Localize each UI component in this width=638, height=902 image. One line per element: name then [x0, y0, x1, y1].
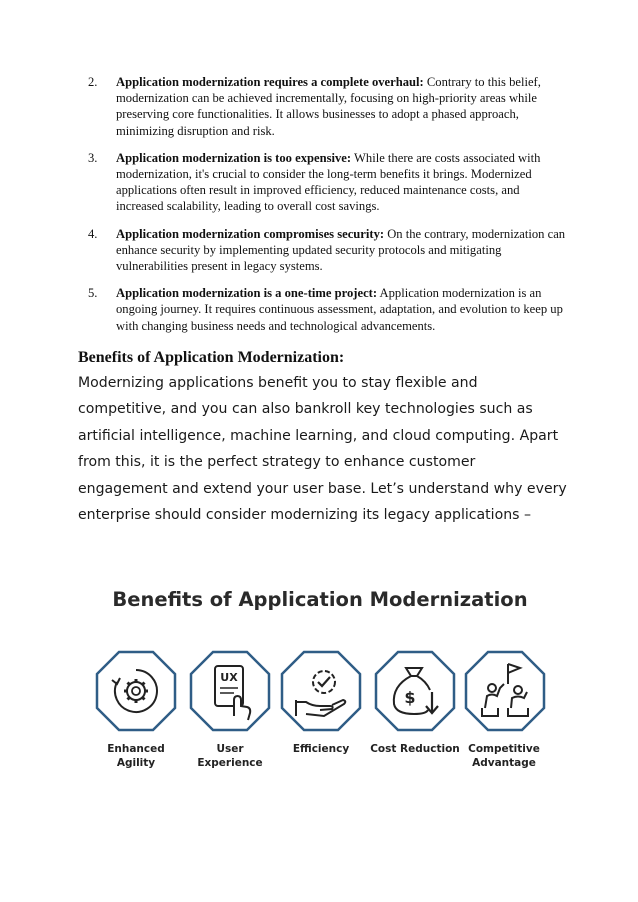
benefit-label: Competitive Advantage	[468, 743, 540, 769]
item-number: 3.	[88, 150, 98, 165]
ux-touch-icon	[189, 650, 271, 732]
item-body: Application modernization is an ongoing journey. It requires continuous assessment, adaptation, and evolution to keep up with changing business needs and technological advancements.	[116, 286, 563, 333]
octagon-badge	[280, 650, 362, 732]
benefit-label: Cost Reduction	[370, 743, 460, 755]
octagon-badge	[95, 650, 177, 732]
svg-text:$: $	[404, 688, 416, 707]
benefit-label: User Experience	[197, 743, 263, 769]
benefit-label: Enhanced Agility	[107, 743, 165, 769]
item-number: 4.	[88, 226, 98, 241]
octagon-badge	[374, 650, 456, 732]
list-item	[88, 150, 568, 215]
item-number: 2.	[88, 75, 98, 89]
item-text	[116, 285, 568, 334]
item-title: Application modernization is too expensive:	[116, 150, 352, 165]
misconceptions-list	[88, 74, 568, 345]
hand-gear-check-icon	[280, 650, 362, 732]
benefit-label: Efficiency	[292, 743, 350, 755]
item-text	[116, 74, 568, 139]
item-body: Contrary to this belief, modernization can be achieved incrementally, focusing on high-priority areas while preserving core functionalities. It allows businesses to adopt a phased approach, minimizing disruption and risk.	[116, 75, 541, 138]
item-text	[116, 226, 568, 275]
team-flag-icon	[464, 650, 546, 732]
infographic-title: Benefits of Application Modernization	[112, 588, 528, 611]
item-title: Application modernization is a one-time project:	[116, 286, 378, 301]
item-text	[116, 150, 568, 215]
item-title: Application modernization requires a complete overhaul:	[116, 75, 424, 89]
item-body: On the contrary, modernization can enhance security by implementing updated security protocols and mitigating vulnerabilities present in legacy systems.	[116, 226, 566, 274]
svg-text:UX: UX	[220, 671, 238, 684]
benefits-infographic	[90, 588, 550, 788]
octagon-row	[90, 650, 550, 732]
money-bag-down-icon	[374, 650, 456, 732]
octagon-badge	[464, 650, 546, 732]
item-body: While there are costs associated with modernization, it's crucial to consider the long-term benefits it brings. Modernized applications often result in improved efficiency, reduced maintenance costs, and increased scalability, leading to overall cost savings.	[116, 150, 541, 214]
list-item	[88, 74, 568, 139]
item-title: Application modernization compromises security:	[116, 226, 385, 241]
item-number: 5.	[88, 286, 98, 301]
list-item	[88, 226, 568, 275]
benefits-heading: Benefits of Application Modernization:	[78, 349, 345, 366]
octagon-badge	[189, 650, 271, 732]
list-item	[88, 285, 568, 334]
gear-cycle-icon	[95, 650, 177, 732]
benefits-paragraph: Modernizing applications benefit you to stay flexible and competitive, and you can also bankroll key technologies such as artificial intelligence, machine learning, and cloud computing. Apart from this, it is the perfect strategy to enhance customer engagement and extend your user base. Let’s understand why every enterprise should consider modernizing its legacy applications –	[78, 375, 567, 524]
